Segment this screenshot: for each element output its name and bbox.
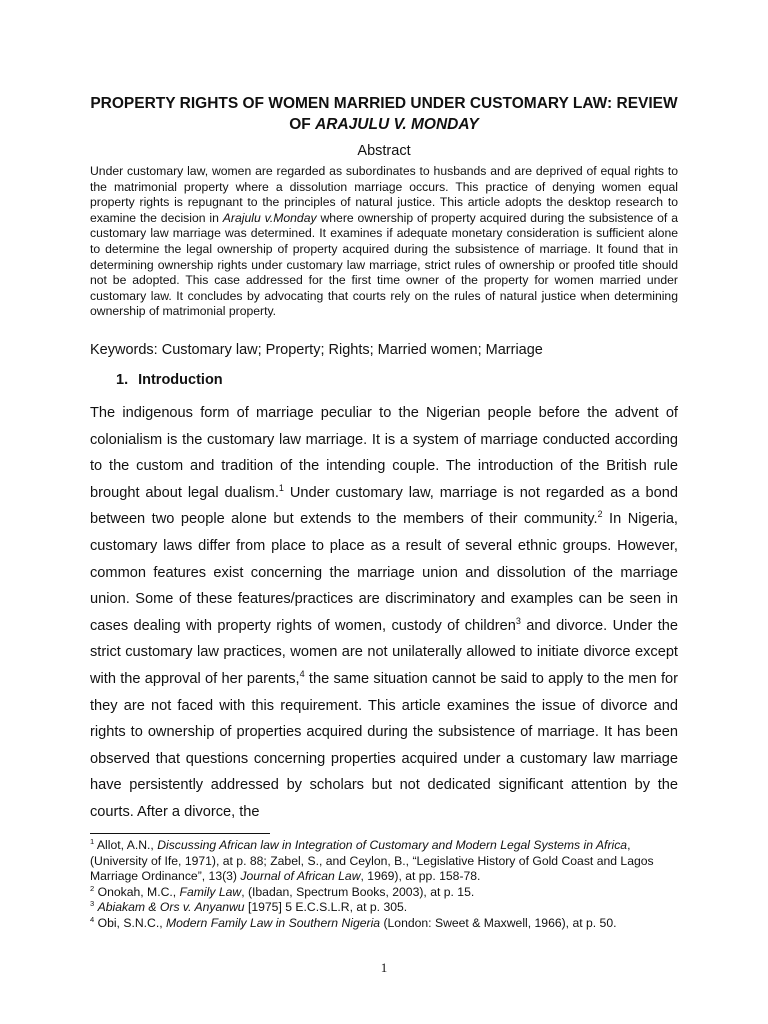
- keywords-line: Keywords: Customary law; Property; Rights; Married women; Marriage: [90, 342, 543, 358]
- abstract-text: [90, 164, 678, 320]
- body-text-2: Under customary law, marriage is not regarded as a bond between two people alone but extends to the members of their community.: [90, 484, 679, 528]
- footnote-2-author: Onokah, M.C.,: [94, 884, 180, 899]
- footnote-2: [90, 885, 680, 901]
- footnote-4-author: Obi, S.N.C.,: [94, 915, 166, 930]
- footnote-ref-2[interactable]: 2: [597, 509, 603, 520]
- footnote-4-number: 4: [90, 914, 95, 924]
- footnote-1-text: , (University of Ife, 1971), at p. 88; Zabel, S., and Ceylon, B., “Legislative History of Gold Coast and Lagos Marriage Ordinance”, 13(3): [90, 838, 654, 883]
- footnote-1-pages: , 1969), at pp. 158-78.: [360, 869, 481, 883]
- body-text-1: The indigenous form of marriage peculiar to the Nigerian people before the advent of colonialism is the customary law marriage. It is a system of marriage conducted according to the custom and tradition of the intending couple. The introduction of the British rule brought about legal dualism.: [90, 405, 678, 501]
- body-text-5: the same situation cannot be said to apply to the men for they are not faced with this requirement. This article examines the issue of divorce and rights to ownership of properties acquired during the subsistence of marriage. It has been observed that questions concerning properties acquired under a customary law marriage have persistently addressed by scholars but not dedicated significant attention by the courts. After a divorce, the: [90, 670, 678, 820]
- body-text: [90, 400, 678, 826]
- footnote-ref-3[interactable]: 3: [515, 615, 521, 626]
- section-title: Introduction: [138, 372, 223, 388]
- footnote-separator: [90, 833, 270, 834]
- footnote-2-text: , (Ibadan, Spectrum Books, 2003), at p. 15.: [241, 884, 475, 899]
- footnote-3: [90, 900, 680, 916]
- footnote-2-number: 2: [90, 883, 95, 893]
- footnote-1: [90, 838, 680, 885]
- title-case-name: ARAJULU V. MONDAY: [315, 116, 479, 133]
- footnote-4-book-title: Modern Family Law in Southern Nigeria: [166, 915, 381, 930]
- footnote-2-book-title: Family Law: [179, 884, 242, 899]
- body-paragraph: [90, 400, 678, 826]
- footnote-3-text: [1975] 5 E.C.S.L.R, at p. 305.: [244, 900, 408, 914]
- footnote-1-number: 1: [90, 836, 95, 846]
- section-number: 1.: [116, 372, 129, 388]
- footnote-3-case-name: Abiakam & Ors v. Anyanwu: [97, 900, 245, 914]
- body-text-3: In Nigeria, customary laws differ from place to place as a result of several ethnic groups. However, common features exist concerning the marriage union and dissolution of the marriage union. Some of these features/practices are discriminatory and examples can be seen in cases dealing with property rights of women, custody of children: [90, 511, 678, 634]
- footnote-1-journal: Journal of African Law: [240, 869, 361, 883]
- footnote-3-number: 3: [90, 898, 95, 908]
- abstract-part-2: where ownership of property acquired during the subsistence of a customary law marriage was determined. It examines if adequate monetary consideration is sufficient alone to determine the legal ownership of property acquired during the subsistence of marriage. It found that in determining ownership rights under customary law marriage, strict rules of ownership or proofed title should not be adopted. This case addressed for the first time owner of the property for women married under customary law. It concludes by advocating that courts rely on the rules of natural justice when determining ownership of matrimonial property.: [90, 210, 678, 319]
- title-line-1: PROPERTY RIGHTS OF WOMEN MARRIED UNDER CUSTOMARY LAW: REVIEW: [90, 95, 678, 112]
- footnote-ref-4[interactable]: 4: [299, 669, 305, 680]
- body-text-4: and divorce. Under the strict customary law practices, women are not unilaterally allowed to initiate divorce except with the approval of her parents,: [90, 617, 679, 687]
- page-number: 1: [380, 960, 388, 975]
- footnote-ref-1[interactable]: 1: [278, 482, 284, 493]
- abstract-heading: Abstract: [357, 143, 411, 159]
- title-line-2-prefix: OF: [289, 116, 316, 133]
- footnotes: [90, 838, 680, 931]
- footnote-4: [90, 916, 680, 932]
- abstract-part-1: Under customary law, women are regarded as subordinates to husbands and are deprived of equal rights to the matrimonial property where a dissolution marriage occurs. This practice of denying women equal property rights is repugnant to the principles of natural justice. This article adopts the desktop research to examine the decision in: [90, 164, 678, 225]
- abstract-case-name: Arajulu v.Monday: [222, 210, 317, 225]
- footnote-4-text: (London: Sweet & Maxwell, 1966), at p. 50.: [380, 915, 617, 930]
- section-heading: [116, 372, 223, 388]
- paper-title: [60, 93, 708, 135]
- footnote-1-author: Allot, A.N.,: [94, 838, 158, 852]
- footnote-1-book-title: Discussing African law in Integration of Customary and Modern Legal Systems in Africa: [157, 838, 628, 852]
